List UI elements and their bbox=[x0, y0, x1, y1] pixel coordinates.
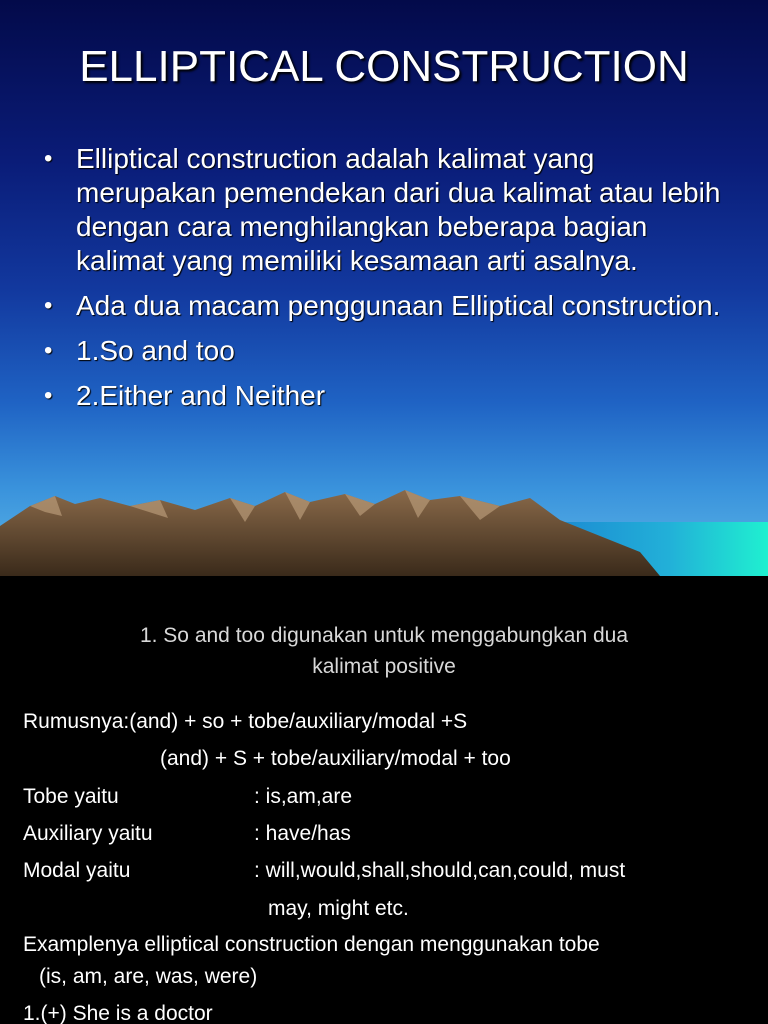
example-heading: Examplenya elliptical construction dengan menggunakan tobe bbox=[23, 933, 600, 956]
formula-line: Rumusnya:(and) + so + tobe/auxiliary/modal +S bbox=[23, 710, 468, 733]
example-item: 1.(+) She is a doctor bbox=[23, 1002, 213, 1024]
bullet-item bbox=[42, 289, 742, 323]
title-line: kalimat positive bbox=[312, 655, 456, 678]
bullet-text: Elliptical construction adalah kalimat yang merupakan pemendekan dari dua kalimat atau lebih dengan cara menghilangkan beberapa bagian kalimat yang memiliki kesamaan arti asalnya. bbox=[76, 143, 721, 276]
bullet-item bbox=[42, 142, 742, 278]
bullet-item bbox=[42, 334, 742, 368]
bullet-icon: • bbox=[44, 145, 53, 172]
definition-term: Tobe yaitu bbox=[23, 785, 119, 808]
definition-term: Auxiliary yaitu bbox=[23, 822, 153, 845]
slide-2 bbox=[0, 576, 768, 1024]
bullet-text: Ada dua macam penggunaan Elliptical construction. bbox=[76, 290, 721, 321]
definition-value-cont: may, might etc. bbox=[268, 897, 409, 920]
bullet-text: 2.Either and Neither bbox=[76, 380, 326, 411]
mountain-range-image bbox=[0, 486, 768, 576]
bullet-item bbox=[42, 379, 742, 413]
definition-value: : have/has bbox=[254, 822, 351, 845]
definition-value: : is,am,are bbox=[254, 785, 353, 808]
bullet-icon: • bbox=[44, 292, 53, 319]
definition-term: Modal yaitu bbox=[23, 859, 131, 882]
bullet-icon: • bbox=[44, 337, 53, 364]
formula-line: (and) + S + tobe/auxiliary/modal + too bbox=[160, 747, 511, 770]
bullet-icon: • bbox=[44, 382, 53, 409]
bullet-list bbox=[42, 142, 742, 424]
slide-2-title bbox=[60, 620, 708, 682]
slide-title: ELLIPTICAL CONSTRUCTION bbox=[79, 42, 689, 91]
title-line: 1. So and too digunakan untuk menggabungkan dua bbox=[139, 624, 629, 647]
definition-value: : will,would,shall,should,can,could, must bbox=[254, 859, 626, 882]
bullet-text: 1.So and too bbox=[76, 335, 235, 366]
example-heading-cont: (is, am, are, was, were) bbox=[39, 965, 258, 988]
